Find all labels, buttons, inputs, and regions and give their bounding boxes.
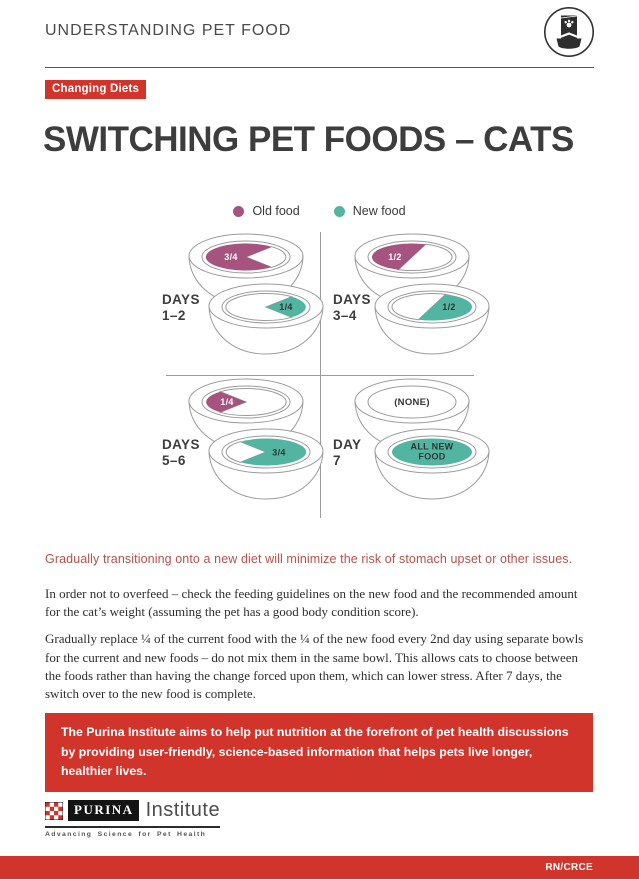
bowl-pair-illustration bbox=[168, 375, 328, 525]
quadrant-days-3-4 bbox=[320, 230, 480, 375]
category-badge: Changing Diets bbox=[45, 80, 146, 99]
day-range-label: DAYS 1–2 bbox=[162, 292, 200, 323]
key-statement: Gradually transitioning onto a new diet will minimize the risk of stomach upset or other issues. bbox=[45, 552, 573, 566]
purina-wordmark: PURINA bbox=[68, 800, 139, 821]
bowl-pair-illustration bbox=[334, 230, 494, 380]
day-range-label: DAY 7 bbox=[333, 437, 362, 468]
legend bbox=[0, 204, 639, 218]
transition-diagram bbox=[160, 230, 480, 520]
paragraph: Gradually replace ¼ of the current food with the ¼ of the new food every 2nd day using separate bowls for the current and new foods – do not mix them in the same bowl. This allows cats to choose between the foods rather than having the change forced upon them, which can lower stress. After 7 days, the switch over to the new food is complete. bbox=[45, 631, 584, 701]
purina-checkerboard-icon bbox=[45, 802, 63, 820]
logo-row bbox=[45, 799, 220, 828]
day-range-label: DAYS 3–4 bbox=[333, 292, 371, 323]
legend-new-label: New food bbox=[352, 204, 406, 218]
legend-item-new-food bbox=[334, 204, 406, 218]
purina-institute-logo bbox=[45, 799, 220, 838]
day-range-label: DAYS 5–6 bbox=[162, 437, 200, 468]
svg-text:1/2: 1/2 bbox=[442, 302, 456, 312]
mission-banner-text: The Purina Institute aims to help put nutrition at the forefront of pet health discussions by providing user-friendly, science-based information that helps pets live longer, healthier lives. bbox=[61, 725, 569, 779]
quadrant-day-7 bbox=[320, 375, 480, 520]
quadrant-days-5-6 bbox=[160, 375, 320, 520]
svg-text:3/4: 3/4 bbox=[272, 447, 286, 458]
svg-text:1/4: 1/4 bbox=[220, 397, 234, 407]
page-title: SWITCHING PET FOODS – CATS bbox=[43, 120, 574, 159]
old-food-dot-icon bbox=[233, 206, 244, 217]
legend-item-old-food bbox=[233, 204, 299, 218]
svg-text:3/4: 3/4 bbox=[224, 252, 238, 262]
mission-banner bbox=[45, 713, 593, 792]
document-code: RN/CRCE bbox=[545, 862, 593, 873]
paragraph: In order not to overfeed – check the feeding guidelines on the new food and the recommended amount for the cat’s weight (assuming the pet has a good body condition score). bbox=[45, 586, 578, 620]
svg-text:1/4: 1/4 bbox=[279, 302, 293, 312]
header-divider bbox=[45, 67, 594, 68]
bowl-pair-illustration bbox=[334, 375, 494, 525]
svg-text:ALL NEWFOOD: ALL NEW FOOD bbox=[410, 441, 454, 462]
svg-text:(NONE): (NONE) bbox=[394, 397, 430, 408]
legend-old-label: Old food bbox=[252, 204, 300, 218]
page-header-title: UNDERSTANDING PET FOOD bbox=[45, 22, 292, 39]
logo-tagline: Advancing Science for Pet Health bbox=[45, 831, 207, 838]
institute-wordmark: Institute bbox=[145, 799, 221, 821]
pet-food-bag-bowl-icon bbox=[543, 6, 595, 58]
svg-text:1/2: 1/2 bbox=[388, 252, 402, 262]
new-food-dot-icon bbox=[334, 206, 345, 217]
bottom-bar bbox=[0, 856, 639, 879]
quadrant-days-1-2 bbox=[160, 230, 320, 375]
bowl-pair-illustration bbox=[168, 230, 328, 380]
